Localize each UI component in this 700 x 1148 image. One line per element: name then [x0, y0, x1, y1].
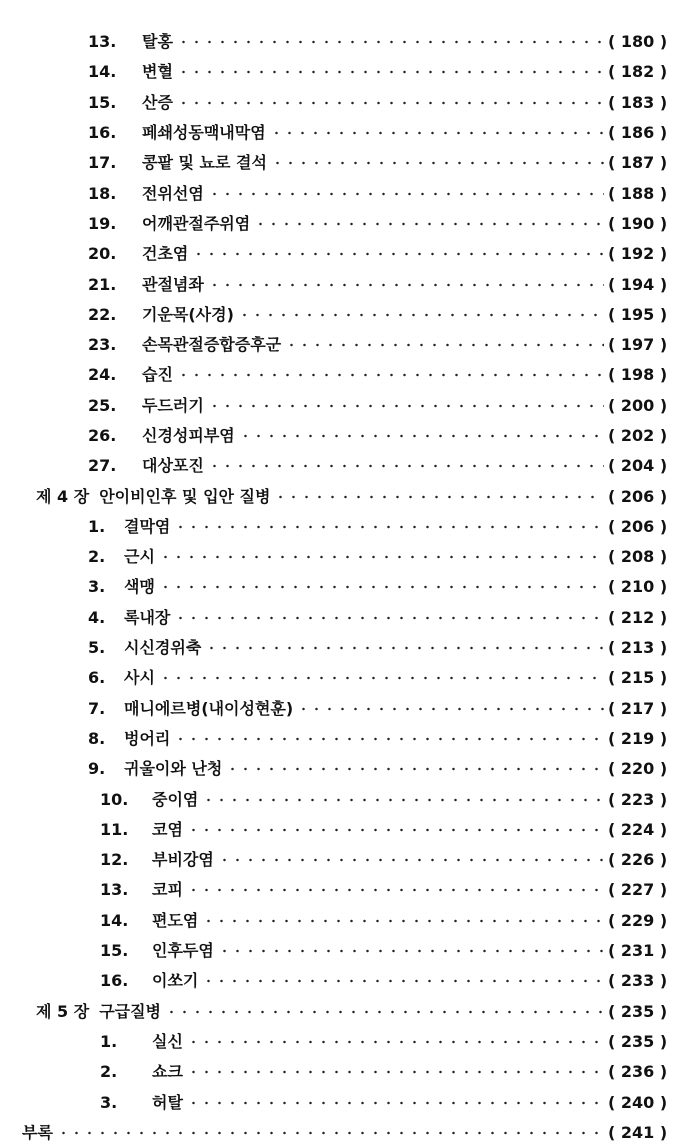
entry-title: 건초염	[142, 244, 189, 264]
entry-title: 허탈	[152, 1092, 183, 1112]
entry-number: 23.	[88, 335, 117, 355]
entry-number: 14.	[88, 62, 117, 82]
dot-leader	[202, 795, 604, 805]
dot-leader	[57, 1128, 604, 1138]
entry-number: 27.	[88, 456, 117, 476]
toc-entry	[0, 57, 700, 87]
entry-number: 16.	[88, 123, 117, 143]
entry-title: 코피	[152, 880, 183, 900]
dot-leader	[177, 67, 604, 77]
entry-title: 두드러기	[142, 395, 204, 415]
dot-leader	[187, 1098, 604, 1108]
toc-entry	[0, 815, 700, 845]
toc-entry	[0, 421, 700, 451]
entry-title: 페쇄성동맥내막염	[142, 123, 266, 143]
page-reference: ( 202 )	[608, 426, 668, 445]
entry-number: 2.	[100, 1062, 118, 1082]
toc-entry	[0, 512, 700, 542]
dot-leader	[174, 734, 604, 744]
entry-title: 콩팥 및 뇨로 결석	[142, 153, 267, 173]
entry-title: 신경성피부염	[142, 426, 235, 445]
entry-number: 15.	[88, 92, 117, 112]
page-reference: ( 229 )	[608, 910, 668, 930]
page-reference: ( 213 )	[608, 638, 668, 658]
toc-entry	[0, 1087, 700, 1117]
dot-leader	[238, 310, 604, 320]
dot-leader	[202, 976, 604, 986]
entry-title: 이쏘기	[152, 971, 199, 991]
dot-leader	[208, 189, 604, 199]
entry-number: 11.	[100, 819, 129, 839]
toc-entry	[0, 269, 700, 299]
dot-leader	[254, 219, 604, 229]
toc-entry	[0, 845, 700, 875]
page-reference: ( 180 )	[608, 32, 668, 52]
dot-leader	[159, 552, 604, 562]
page-reference: ( 231 )	[608, 941, 668, 961]
entry-title: 습진	[142, 365, 173, 385]
toc-entry	[0, 936, 700, 966]
entry-number: 15.	[100, 941, 129, 961]
entry-number: 2.	[88, 547, 106, 567]
entry-number: 20.	[88, 244, 117, 264]
toc-entry	[0, 784, 700, 814]
page-reference: ( 235 )	[608, 1001, 668, 1021]
toc-entry	[0, 481, 700, 511]
entry-title: 부비강염	[152, 850, 214, 870]
dot-leader	[205, 643, 604, 653]
dot-leader	[174, 522, 604, 532]
dot-leader	[208, 280, 604, 290]
page-reference: ( 210 )	[608, 577, 668, 597]
page-reference: ( 240 )	[608, 1092, 668, 1112]
entry-number: 7.	[88, 698, 106, 718]
entry-title: 중이염	[152, 789, 199, 809]
entry-number: 12.	[100, 850, 129, 870]
entry-number: 1.	[88, 516, 106, 536]
toc-entry	[0, 663, 700, 693]
entry-number: 3.	[88, 577, 106, 597]
page-reference: ( 226 )	[608, 850, 668, 870]
entry-number: 3.	[100, 1092, 118, 1112]
entry-number: 14.	[100, 910, 129, 930]
entry-number: 19.	[88, 213, 117, 233]
entry-number: 21.	[88, 274, 117, 294]
dot-leader	[239, 431, 604, 441]
page-reference: ( 235 )	[608, 1031, 668, 1051]
toc-entry	[0, 572, 700, 602]
entry-title: 귀울이와 난청	[124, 759, 223, 779]
toc-entry	[0, 724, 700, 754]
dot-leader	[187, 885, 604, 895]
entry-number: 8.	[88, 728, 106, 748]
entry-title: 관절념좌	[142, 274, 204, 294]
toc-entry	[0, 633, 700, 663]
dot-leader	[202, 916, 604, 926]
toc-entry	[0, 118, 700, 148]
dot-leader	[187, 825, 604, 835]
entry-title: 어깨관절주위염	[142, 213, 251, 233]
toc-entry	[0, 330, 700, 360]
toc-entry	[0, 542, 700, 572]
page-reference: ( 188 )	[608, 183, 668, 203]
toc-entry	[0, 239, 700, 269]
entry-title: 록내장	[124, 607, 171, 627]
toc-entry	[0, 451, 700, 481]
dot-leader	[187, 1067, 604, 1077]
page-reference: ( 206 )	[608, 516, 668, 536]
page-reference: ( 219 )	[608, 728, 668, 748]
page-reference: ( 182 )	[608, 62, 668, 82]
toc-entry	[0, 694, 700, 724]
entry-title: 안이비인후 및 입안 질병	[99, 486, 271, 506]
entry-title: 결막염	[124, 516, 171, 536]
page-reference: ( 186 )	[608, 123, 668, 143]
toc-entry	[0, 88, 700, 118]
page-reference: ( 195 )	[608, 304, 668, 324]
entry-title: 부록	[22, 1122, 53, 1142]
page-reference: ( 204 )	[608, 456, 668, 476]
dot-leader	[271, 158, 604, 168]
entry-title: 산증	[142, 92, 173, 112]
dot-leader	[177, 98, 604, 108]
page-reference: ( 208 )	[608, 547, 668, 567]
dot-leader	[218, 855, 604, 865]
dot-leader	[159, 582, 604, 592]
entry-title: 구급질병	[99, 1001, 162, 1021]
toc-entry	[0, 391, 700, 421]
dot-leader	[165, 1007, 604, 1017]
dot-leader	[192, 249, 604, 259]
page-reference: ( 197 )	[608, 335, 668, 355]
page-reference: ( 217 )	[608, 698, 668, 718]
dot-leader	[218, 946, 604, 956]
page-reference: ( 223 )	[608, 789, 668, 809]
page-reference: ( 224 )	[608, 819, 668, 839]
entry-title: 기운목(사경)	[142, 304, 234, 324]
entry-title: 벙어리	[124, 728, 171, 748]
page-reference: ( 200 )	[608, 395, 668, 415]
entry-number: 25.	[88, 395, 117, 415]
toc-entry	[0, 209, 700, 239]
toc-entry	[0, 966, 700, 996]
page-reference: ( 198 )	[608, 365, 668, 385]
page-reference: ( 192 )	[608, 244, 668, 264]
toc-entry	[0, 1027, 700, 1057]
toc-entry	[0, 1057, 700, 1087]
entry-number: 26.	[88, 426, 117, 445]
entry-title: 탈홍	[142, 32, 173, 52]
toc-entry	[0, 754, 700, 784]
dot-leader	[274, 492, 604, 502]
entry-title: 인후두염	[152, 941, 214, 961]
entry-title: 코염	[152, 819, 183, 839]
entry-number: 10.	[100, 789, 129, 809]
toc-entry	[0, 27, 700, 57]
entry-number: 17.	[88, 153, 117, 173]
toc-entry	[0, 1118, 700, 1148]
entry-number: 제 5 장	[36, 1001, 90, 1021]
dot-leader	[187, 1037, 604, 1047]
entry-number: 5.	[88, 638, 106, 658]
entry-title: 편도염	[152, 910, 199, 930]
page-reference: ( 212 )	[608, 607, 668, 627]
entry-title: 실신	[152, 1031, 183, 1051]
toc-entry	[0, 997, 700, 1027]
entry-title: 사시	[124, 668, 155, 688]
entry-title: 근시	[124, 547, 155, 567]
page-reference: ( 190 )	[608, 213, 668, 233]
dot-leader	[177, 370, 604, 380]
entry-number: 4.	[88, 607, 106, 627]
page-reference: ( 220 )	[608, 759, 668, 779]
entry-title: 쇼크	[152, 1062, 183, 1082]
page-reference: ( 215 )	[608, 668, 668, 688]
page-reference: ( 227 )	[608, 880, 668, 900]
dot-leader	[297, 704, 604, 714]
entry-number: 6.	[88, 668, 106, 688]
entry-number: 9.	[88, 759, 106, 779]
entry-title: 손목관절증합증후군	[142, 335, 282, 355]
table-of-contents	[0, 27, 700, 1148]
entry-title: 변혈	[142, 62, 173, 82]
dot-leader	[174, 613, 604, 623]
toc-entry	[0, 300, 700, 330]
page-reference: ( 241 )	[608, 1122, 668, 1142]
page-reference: ( 187 )	[608, 153, 668, 173]
toc-entry	[0, 148, 700, 178]
dot-leader	[226, 764, 604, 774]
dot-leader	[208, 461, 604, 471]
entry-title: 매니에르병(내이성현훈)	[124, 698, 294, 718]
entry-title: 대상포진	[142, 456, 204, 476]
entry-number: 22.	[88, 304, 117, 324]
toc-entry	[0, 875, 700, 905]
page-reference: ( 206 )	[608, 486, 668, 506]
dot-leader	[208, 401, 604, 411]
toc-entry	[0, 178, 700, 208]
dot-leader	[285, 340, 604, 350]
entry-title: 시신경위축	[124, 638, 202, 658]
entry-title: 전위선염	[142, 183, 204, 203]
page-reference: ( 233 )	[608, 971, 668, 991]
toc-entry	[0, 603, 700, 633]
page-reference: ( 194 )	[608, 274, 668, 294]
page-reference: ( 183 )	[608, 92, 668, 112]
entry-number: 13.	[100, 880, 129, 900]
dot-leader	[270, 128, 604, 138]
entry-number: 1.	[100, 1031, 118, 1051]
toc-entry	[0, 906, 700, 936]
entry-number: 24.	[88, 365, 117, 385]
entry-number: 제 4 장	[36, 486, 90, 506]
dot-leader	[177, 37, 604, 47]
toc-entry	[0, 360, 700, 390]
entry-number: 13.	[88, 32, 117, 52]
page-reference: ( 236 )	[608, 1062, 668, 1082]
dot-leader	[159, 673, 604, 683]
entry-title: 색맹	[124, 577, 155, 597]
entry-number: 18.	[88, 183, 117, 203]
entry-number: 16.	[100, 971, 129, 991]
